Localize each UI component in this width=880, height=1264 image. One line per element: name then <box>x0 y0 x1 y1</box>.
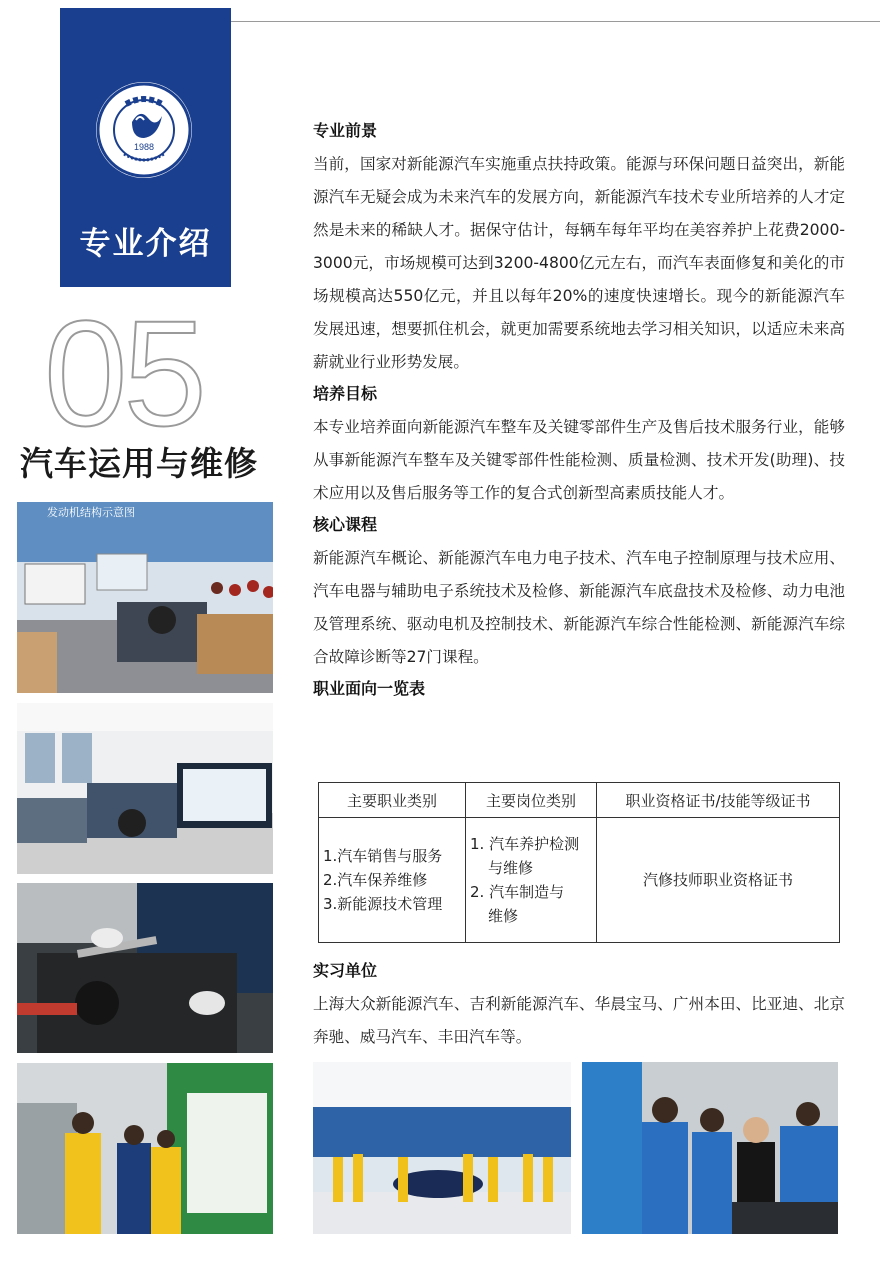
section-label: 专业介绍 <box>79 226 212 262</box>
col-certificate: 职业资格证书/技能等级证书 <box>597 783 840 818</box>
photo-training-hall <box>313 1062 571 1234</box>
occupation-item: 2.汽车保养维修 <box>323 871 428 889</box>
heading-background: 专业前景 <box>313 121 378 140</box>
text-goal: 本专业培养面向新能源汽车整车及关键零部件生产及售后技术服务行业，能够从事新能源汽车整车及关键零部件性能检测、质量检测、技术开发(助理)、技术应用以及售后服务等工作的复合式创新型高素质技能人才。 <box>313 418 845 502</box>
heading-goal: 培养目标 <box>313 384 378 403</box>
position-item: 维修 <box>488 907 519 925</box>
main-content <box>313 118 845 706</box>
col-occupation: 主要职业类别 <box>319 783 466 818</box>
section-header-block <box>60 8 231 287</box>
photo-teacher-students <box>582 1062 838 1234</box>
photo-workshop-benches <box>17 703 273 874</box>
major-number: 05 <box>44 289 203 457</box>
school-seal-icon <box>96 82 192 178</box>
heading-courses: 核心课程 <box>313 515 378 534</box>
occupation-item: 3.新能源技术管理 <box>323 895 443 913</box>
svg-text:1988: 1988 <box>133 142 155 152</box>
photo-classroom-engine <box>17 502 273 693</box>
position-item: 与维修 <box>488 859 534 877</box>
position-item: 1. 汽车养护检测 <box>470 835 580 853</box>
jobs-table <box>318 782 840 943</box>
cell-occupations <box>319 818 466 943</box>
cell-positions <box>466 818 597 943</box>
school-logo <box>96 82 192 178</box>
text-courses: 新能源汽车概论、新能源汽车电力电子技术、汽车电子控制原理与技术应用、汽车电器与辅助电子系统技术及检修、新能源汽车底盘技术及检修、动力电池及管理系统、驱动电机及控制技术、新能源汽车综合性能检测、新能源汽车综合故障诊断等27门课程。 <box>313 549 845 666</box>
poster-caption: 发动机结构示意图 <box>47 506 135 519</box>
heading-internship: 实习单位 <box>313 961 378 980</box>
jobs-table-header <box>319 783 840 818</box>
text-internship: 上海大众新能源汽车、吉利新能源汽车、华晨宝马、广州本田、比亚迪、北京奔驰、威马汽车、丰田汽车等。 <box>313 995 845 1046</box>
text-background: 当前，国家对新能源汽车实施重点扶持政策。能源与环保问题日益突出，新能源汽车无疑会成为未来汽车的发展方向，新能源汽车技术专业所培养的人才定然是未来的稀缺人才。据保守估计，每辆车每年平均在美容养护上花费2000-3000元，市场规模可达到3200-4800亿元左右，而汽车表面修复和美化的市场规模高达550亿元，并且以每年20%的速度快速增长。现今的新能源汽车发展迅速，想要抓住机会，就更加需要系统地去学习相关知识，以适应未来高薪就业行业形势发展。 <box>313 155 845 371</box>
col-position: 主要岗位类别 <box>466 783 597 818</box>
jobs-table-row <box>319 818 840 943</box>
photo-students-practice <box>17 1063 273 1234</box>
major-title: 汽车运用与维修 <box>20 444 258 483</box>
photo-engine-repair <box>17 883 273 1053</box>
top-rule <box>230 21 880 22</box>
cell-certificate: 汽修技师职业资格证书 <box>597 818 840 943</box>
heading-jobs: 职业面向一览表 <box>313 679 426 698</box>
occupation-item: 1.汽车销售与服务 <box>323 847 443 865</box>
internship-section <box>313 958 845 1056</box>
position-item: 2. 汽车制造与 <box>470 883 565 901</box>
